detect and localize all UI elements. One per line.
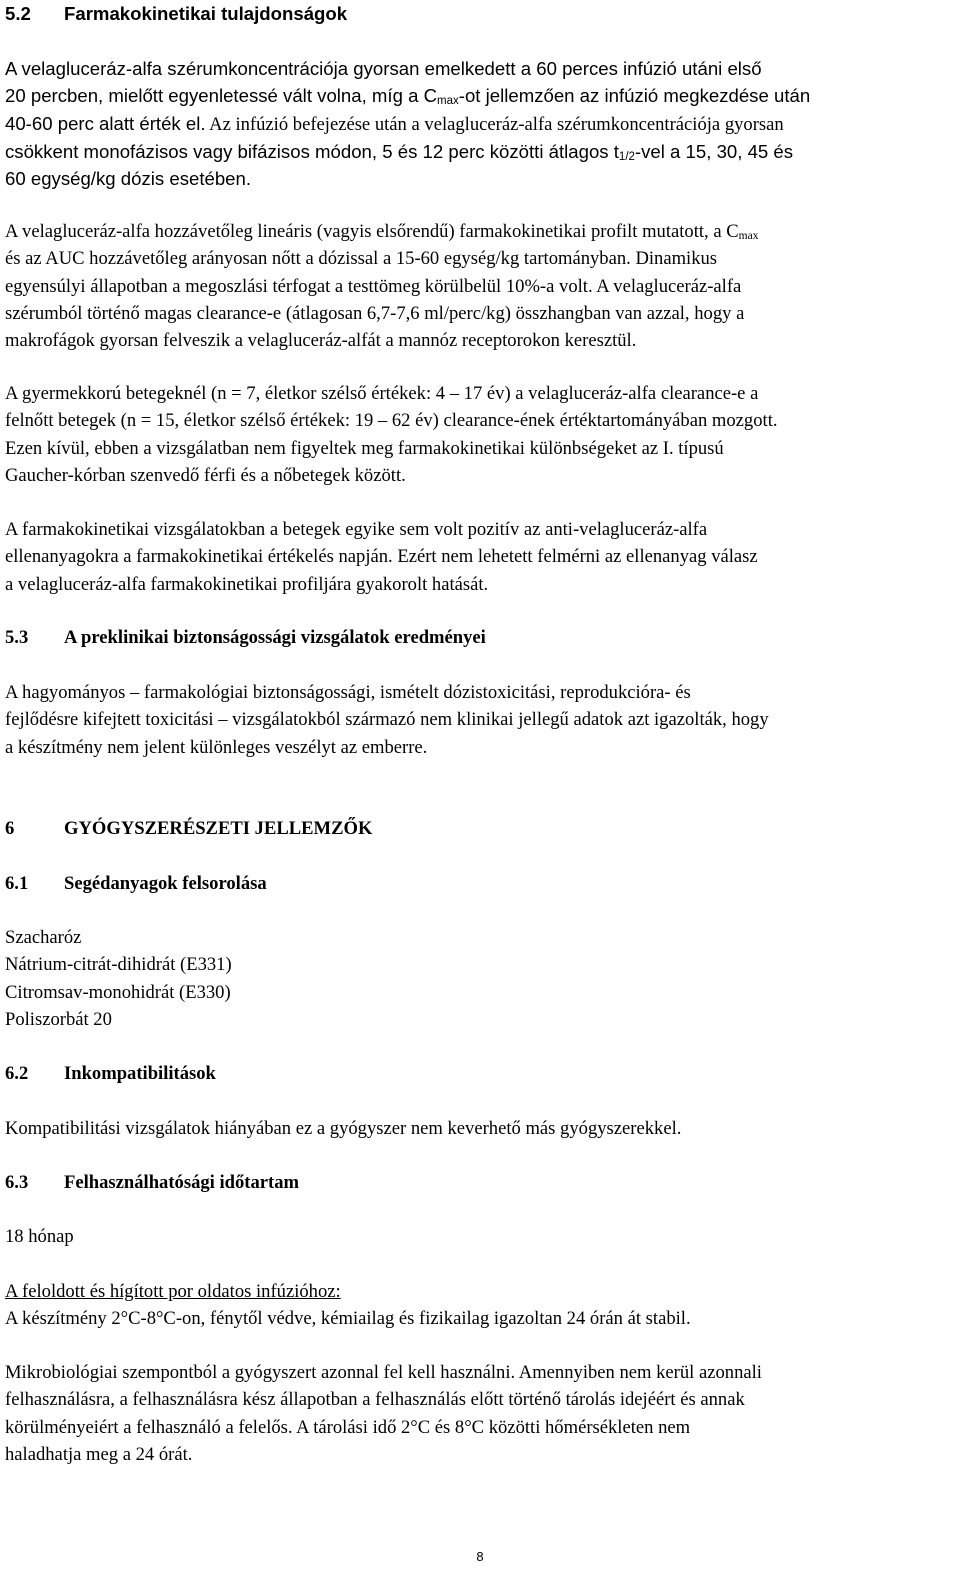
- reconstituted-block: [5, 1278, 691, 1333]
- text-line: A gyermekkorú betegeknél (n = 7, életkor szélső értékek: 4 – 17 év) a velagluceráz-alfa clearance-e a: [5, 383, 759, 404]
- section-number: 5.2: [5, 3, 31, 24]
- section-6-2-heading: [5, 1060, 216, 1087]
- list-item: Poliszorbát 20: [5, 1008, 112, 1030]
- section-title: Inkompatibilitások: [64, 1063, 216, 1084]
- incompatibilities-text: [5, 1115, 681, 1142]
- text-line: 40-60 perc alatt érték el. Az infúzió befejezése után a velagluceráz-alfa szérumkoncentrációja gyorsan: [5, 112, 784, 135]
- text-line: A hagyományos – farmakológiai biztonságossági, ismételt dózistoxicitási, reprodukcióra- és: [5, 682, 691, 703]
- section-title: A preklinikai biztonságossági vizsgálatok eredményei: [64, 627, 486, 648]
- pk-paragraph-1: [5, 55, 810, 192]
- text-line: és az AUC hozzávetőleg arányosan nőtt a dózissal a 15-60 egység/kg tartományban. Dinamikus: [5, 248, 718, 270]
- text-line: ellenanyagokra a farmakokinetikai értékelés napján. Ezért nem lehetett felmérni az ellenanyag válasz: [5, 546, 758, 568]
- section-number: 6.2: [5, 1063, 29, 1084]
- text-line: A velagluceráz-alfa hozzávetőleg lineáris (vagyis elsőrendű) farmakokinetikai profilt mutatott, a $C_{max}$: [5, 221, 759, 242]
- text-line: fejlődésre kifejtett toxicitási – vizsgálatokból származó nem klinikai jellegű adatok azt igazolták, hogy: [5, 709, 769, 731]
- section-number: 5.3: [5, 627, 29, 648]
- pk-paragraph-2: [5, 218, 758, 354]
- text-line: 60 egység/kg dózis esetében.: [5, 168, 252, 190]
- section-6-3-heading: [5, 1169, 299, 1196]
- text-line: Ezen kívül, ebben a vizsgálatban nem figyeltek meg farmakokinetikai különbségeket az I. típusú: [5, 437, 724, 459]
- section-title: Segédanyagok felsorolása: [64, 873, 267, 894]
- section-6-1-heading: [5, 870, 267, 897]
- text-line: felnőtt betegek (n = 15, életkor szélső értékek: 19 – 62 év) clearance-ének értéktartományában mozgott.: [5, 410, 778, 432]
- text-line: csökkent monofázisos vagy bifázisos módon, 5 és 12 perc közötti átlagos $t_{1/2}$-vel a 15, 30, 45 és: [5, 140, 794, 163]
- text-line: 20 percben, mielőtt egyenletessé vált volna, míg a $C_{max}-ot$ jellemzően az infúzió megkezdése után: [5, 85, 811, 108]
- subheading-underlined: A feloldott és hígított por oldatos infúzióhoz:: [5, 1281, 341, 1302]
- excipients-list: [5, 924, 232, 1033]
- text-line: A készítmény 2°C-8°C-on, fénytől védve, kémiailag és fizikailag igazoltan 24 órán át stabil.: [5, 1308, 691, 1330]
- section-number: 6.3: [5, 1172, 29, 1193]
- text-line: makrofágok gyorsan felveszik a velagluceráz-alfát a mannóz receptorokon keresztül.: [5, 330, 637, 352]
- list-item: Szacharóz: [5, 927, 82, 948]
- text-line: egyensúlyi állapotban a megoszlási térfogat a testtömeg körülbelül 10%-a volt. A velagluceráz-alfa: [5, 275, 742, 297]
- text-line: A farmakokinetikai vizsgálatokban a betegek egyike sem volt pozitív az anti-velagluceráz-alfa: [5, 519, 708, 540]
- text-line: a készítmény nem jelent különleges veszélyt az emberre.: [5, 736, 428, 758]
- text-line: 18 hónap: [5, 1226, 74, 1247]
- preclinical-paragraph: [5, 679, 769, 761]
- text-line: Gaucher-kórban szenvedő férfi és a nőbetegek között.: [5, 464, 406, 486]
- section-title: Farmakokinetikai tulajdonságok: [64, 3, 348, 24]
- section-number: 6: [5, 818, 15, 839]
- section-6-heading: [5, 815, 372, 842]
- section-number: 6.1: [5, 873, 29, 894]
- text-line: Kompatibilitási vizsgálatok hiányában ez a gyógyszer nem keverhető más gyógyszerekkel.: [5, 1118, 682, 1139]
- text-line: körülményeiért a felhasználó a felelős. A tárolási idő 2°C és 8°C közötti hőmérsékleten nem: [5, 1416, 691, 1438]
- page-number: 8: [476, 1549, 484, 1564]
- text-line: Mikrobiológiai szempontból a gyógyszert azonnal fel kell használni. Amennyiben nem kerül azonnali: [5, 1362, 762, 1383]
- list-item: Citromsav-monohidrát (E330): [5, 981, 231, 1003]
- pk-paragraph-3: [5, 380, 778, 489]
- text-line: a velagluceráz-alfa farmakokinetikai profiljára gyakorolt hatását.: [5, 573, 489, 595]
- section-5-2-heading: [5, 0, 347, 27]
- microbiology-paragraph: [5, 1359, 762, 1468]
- section-title: Felhasználhatósági időtartam: [64, 1172, 300, 1193]
- list-item: Nátrium-citrát-dihidrát (E331): [5, 954, 232, 976]
- shelf-life-text: [5, 1223, 74, 1250]
- section-5-3-heading: [5, 624, 486, 651]
- pk-paragraph-4: [5, 516, 758, 598]
- text-line: haladhatja meg a 24 órát.: [5, 1443, 193, 1465]
- text-line: felhasználásra, a felhasználásra kész állapotban a felhasználás előtt történő tárolás idejéért és annak: [5, 1389, 745, 1411]
- text-line: szérumból történő magas clearance-e (átlagosan 6,7-7,6 ml/perc/kg) összhangban van azzal, hogy a: [5, 302, 745, 324]
- text-line: A velagluceráz-alfa szérumkoncentrációja gyorsan emelkedett a 60 perces infúzió utáni első: [5, 58, 762, 79]
- section-title: GYÓGYSZERÉSZETI JELLEMZŐK: [64, 818, 373, 839]
